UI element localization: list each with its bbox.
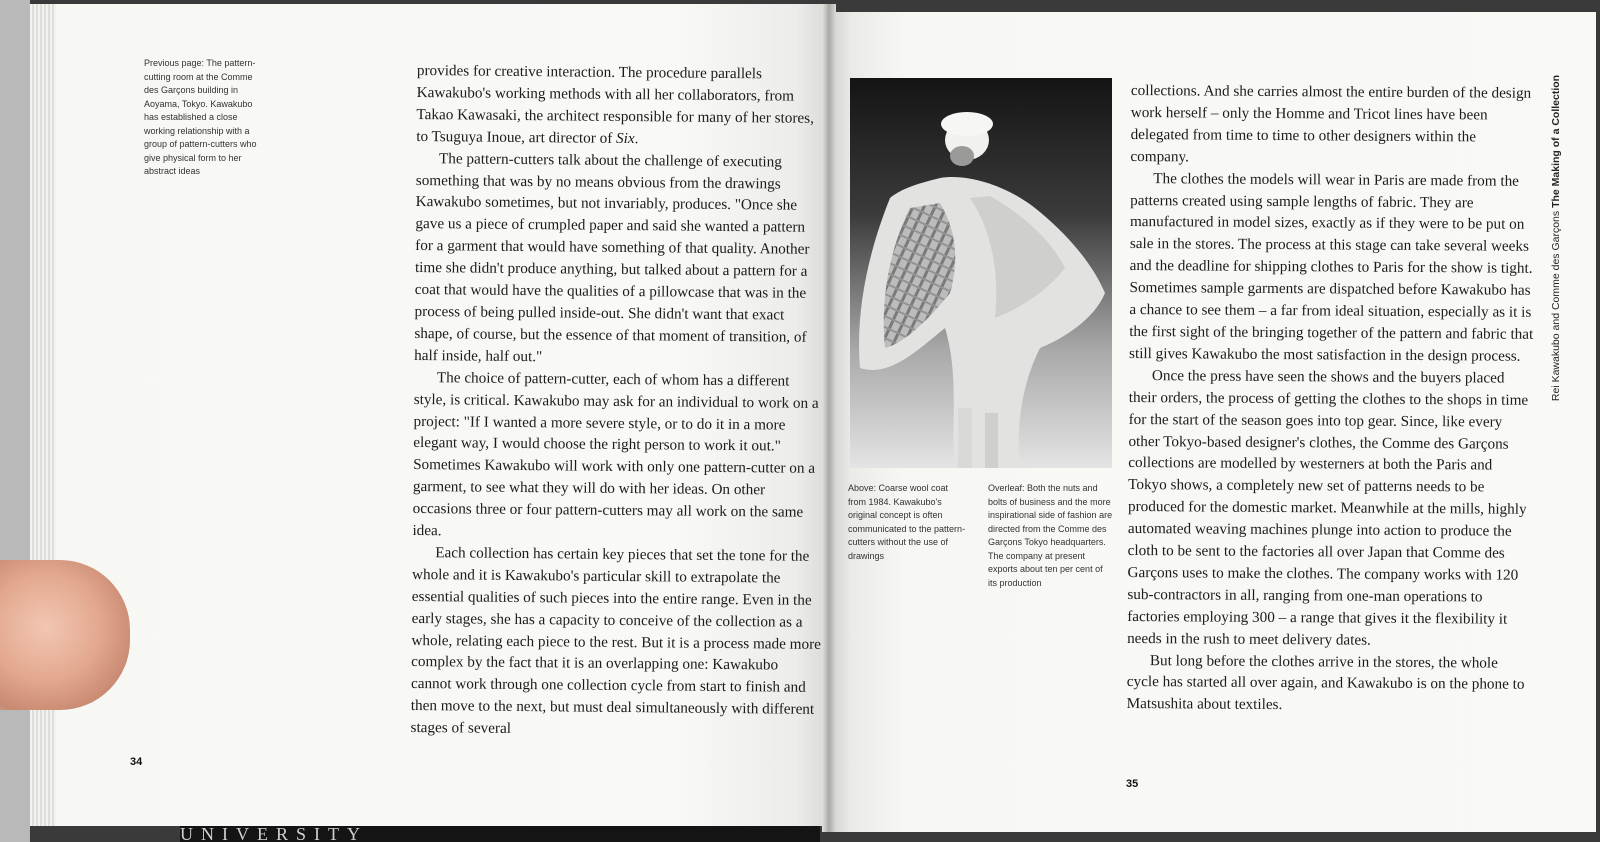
- paragraph: Each collection has certain key pieces that set the tone for the whole and it is Kawakubo's particular skill to extrapolate the essential qualities of such pieces into the entire range. Even in the early stages, she has a capacity to conceive of the collection as a whole, relating each piece to the rest. But it is a process made more complex by the fact that it is an overlapping one: Kawakubo cannot work through one collection cycle from start to finish and then move to the next, but must deal simultaneously with different stages of several: [410, 544, 821, 738]
- photo-illustration: [850, 78, 1112, 468]
- running-head-chapter-title: The Making of a Collection: [1550, 74, 1562, 208]
- paragraph: The pattern-cutters talk about the challenge of executing something that was by no means obvious from the drawings Kawakubo sometimes, but not invariably, produces. "Once she gave us a piece of crumpled paper and said she wanted a pattern for a garment that would have something of that quality. Another time she didn't produce anything, but talked about a pattern for a coat that would have the qualities of a pillowcase that was in the process of being pulled inside-out. She didn't want that exact shape, of course, but the essence of that moment of transition, of half inside, half out.": [414, 149, 810, 365]
- cover-spine-lettering: UNIVERSITY: [180, 826, 820, 842]
- holding-thumb: [0, 560, 130, 710]
- paragraph: The clothes the models will wear in Paris are made from the patterns created using sample lengths of fabric. They are manufactured in model sizes, exactly as if they were to be put on sale in the stores. The process at this stage can take several weeks and the deadline for shipping clothes to Paris for the show is tight. Sometimes sample garments are dispatched before Kawakubo has a chance to see them – a far from ideal situation, especially as it is the first sight of the bringing together of the pattern and fabric that still gives Kawakubo the most satisfaction in the design process.: [1129, 169, 1534, 365]
- paragraph: The choice of pattern-cutter, each of whom has a different style, is critical. Kawakubo may ask for an individual to work on a project: "If I wanted a more severe style, or to do it in a more elegant way, I would choose the right person to work it out." Sometimes Kawakubo will work with only one pattern-cutter on a garment, to see what they will do with her ideas. On other occasions three or four pattern-cutters may all work on the same idea.: [412, 368, 819, 540]
- right-page-body: [1127, 80, 1536, 718]
- left-page-body: [410, 60, 826, 743]
- left-page-caption: Previous page: The pattern-cutting room at the Comme des Garçons building in Aoyama, Tokyo. Kawakubo has established a close working relationship with a group of pattern-cutters who give physical form to her abstract ideas: [144, 58, 257, 176]
- book-cover-edge: [0, 0, 30, 842]
- photo-caption-overleaf: Overleaf: Both the nuts and bolts of business and the more inspirational side of fashion are directed from the Comme des Garçons Tokyo headquarters. The company at present exports about ten per cent of its production: [988, 483, 1113, 588]
- running-head-book-title: Rei Kawakubo and Comme des Garçons: [1550, 207, 1562, 402]
- paragraph: provides for creative interaction. The procedure parallels Kawakubo's working methods with all her collaborators, from Takao Kawasaki, the architect responsible for many of her stores, to Tsuguya Inoue, art director of Six.: [416, 61, 815, 147]
- paragraph: But long before the clothes arrive in the stores, the whole cycle has started all over again, and Kawakubo is on the phone to Matsushita about textiles.: [1126, 651, 1525, 714]
- paragraph: Once the press have seen the shows and the buyers placed their orders, the process of getting the clothes to the shops in time for the start of the season goes into top gear. Since, like every other Tokyo-based designer's clothes, the Comme des Garçons collections are modelled by westerners at both the Paris and Tokyo shows, a completely new set of patterns needs to be produced for the domestic market. Meanwhile at the mills, highly automated weaving machines plunge into action to produce the cloth to be sent to the factories all over Japan that Comme des Garçons uses to make the clothes. The company works with 120 sub-contractors in all, ranging from one-man operations to factories employing 300 – a range that gives it the flexibility it needs in the rush to meet delivery dates.: [1127, 366, 1529, 649]
- italic-title: Six: [616, 129, 635, 147]
- page-number-left: 34: [130, 756, 143, 768]
- photo-caption-above: Above: Coarse wool coat from 1984. Kawakubo's original concept is often communicated to the pattern-cutters without the use of drawings: [848, 483, 966, 561]
- fashion-photo: [850, 78, 1112, 468]
- page-number-right: 35: [1126, 778, 1139, 790]
- paragraph: collections. And she carries almost the entire burden of the design work herself – only the Homme and Tricot lines have been delegated from time to time to other designers within the company.: [1130, 81, 1532, 166]
- running-head: [1550, 73, 1566, 403]
